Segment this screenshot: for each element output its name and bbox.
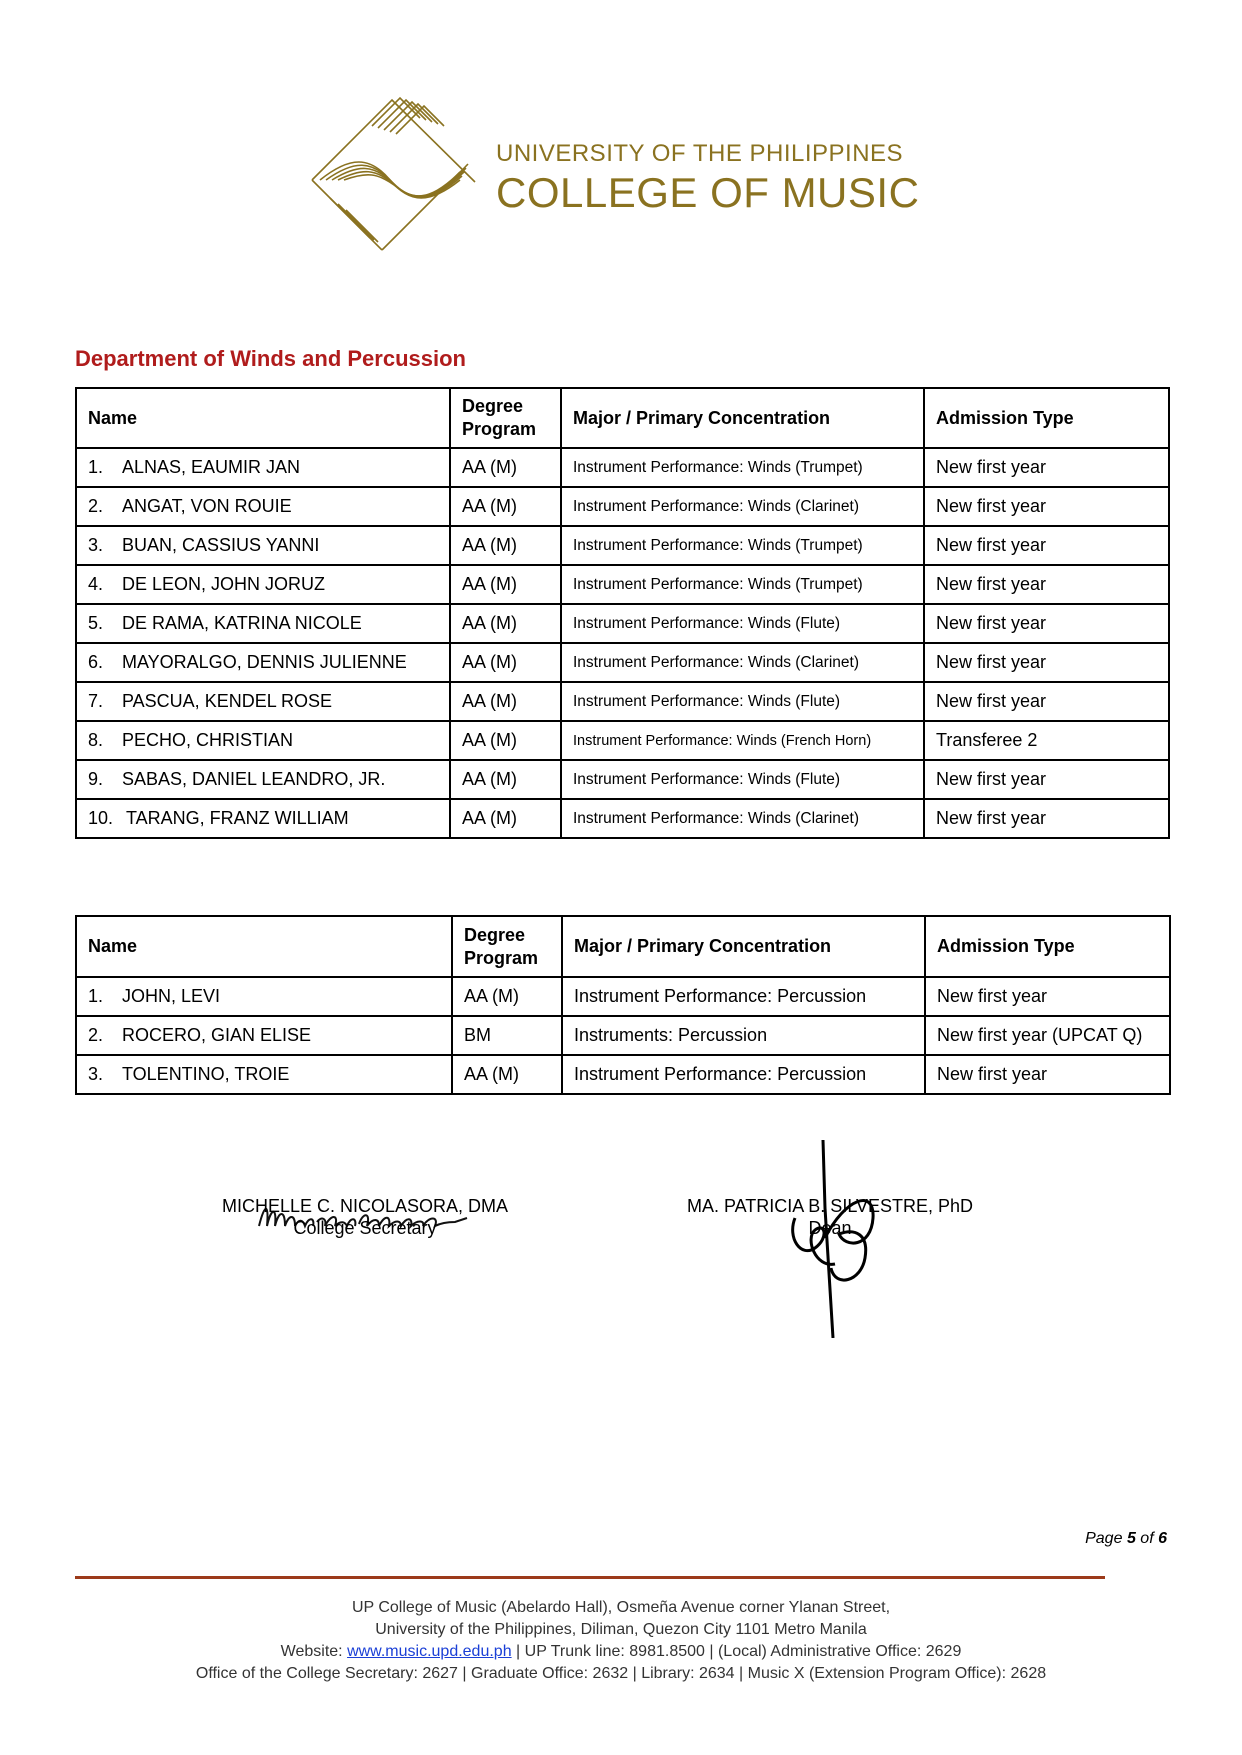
signatory-dean [660,1195,1000,1239]
college-name: COLLEGE OF MUSIC [496,169,920,216]
student-name: PASCUA, KENDEL ROSE [122,691,333,711]
admission-type: New first year [925,977,1170,1016]
header-name: Name [76,388,450,448]
table-header-row [76,916,1170,977]
signatory-title: College Secretary [293,1218,437,1238]
table-row [76,487,1169,526]
table-row [76,526,1169,565]
major: Instrument Performance: Winds (Clarinet) [561,487,924,526]
student-name: MAYORALGO, DENNIS JULIENNE [122,652,407,672]
table-row [76,604,1169,643]
row-number: 7. [88,691,104,711]
wave-emblem-icon [310,96,480,266]
university-name: UNIVERSITY OF THE PHILIPPINES [496,140,904,167]
student-name: DE LEON, JOHN JORUZ [122,574,326,594]
student-name: TOLENTINO, TROIE [122,1064,290,1084]
header-admission: Admission Type [925,916,1170,977]
admission-type: New first year [924,760,1169,799]
winds-table [75,387,1170,839]
admission-type: New first year [924,799,1169,838]
admission-type: New first year [924,565,1169,604]
row-number: 2. [88,1025,104,1045]
student-name: JOHN, LEVI [122,986,221,1006]
student-name: PECHO, CHRISTIAN [122,730,294,750]
degree-program: AA (M) [452,1055,562,1094]
footer [0,1597,1242,1685]
header-degree: Degree Program [452,916,562,977]
major: Instrument Performance: Winds (Flute) [561,682,924,721]
degree-program: AA (M) [450,526,561,565]
row-number: 1. [88,986,104,1006]
page-number: Page 5 of 6 [1085,1530,1167,1547]
degree-program: AA (M) [450,448,561,487]
header-degree: Degree Program [450,388,561,448]
header-admission: Admission Type [924,388,1169,448]
header-major: Major / Primary Concentration [561,388,924,448]
major: Instrument Performance: Winds (Clarinet) [561,643,924,682]
row-number: 3. [88,1064,104,1084]
degree-program: AA (M) [450,799,561,838]
footer-divider [75,1576,1105,1579]
row-number: 6. [88,652,104,672]
student-name: ALNAS, EAUMIR JAN [122,457,301,477]
footer-contact-line: Website: www.music.upd.edu.ph | UP Trunk line: 8981.8500 | (Local) Administrative Office: 2629 [280,1643,962,1660]
admission-type: New first year [924,487,1169,526]
degree-program: AA (M) [450,721,561,760]
degree-program: BM [452,1016,562,1055]
signatory-secretary [200,1195,530,1239]
table-row [76,448,1169,487]
signatory-title: Dean [808,1218,852,1238]
header-name: Name [76,916,452,977]
row-number: 10. [88,808,114,828]
row-number: 5. [88,613,104,633]
row-number: 8. [88,730,104,750]
admission-type: New first year [924,682,1169,721]
degree-program: AA (M) [450,604,561,643]
footer-offices-line: Office of the College Secretary: 2627 | Graduate Office: 2632 | Library: 2634 | Music X (Extension Program Office): 2628 [195,1665,1047,1682]
row-number: 2. [88,496,104,516]
major: Instrument Performance: Winds (Clarinet) [561,799,924,838]
table-row [76,721,1169,760]
degree-program: AA (M) [450,760,561,799]
major: Instrument Performance: Winds (Flute) [561,604,924,643]
admission-type: New first year [924,643,1169,682]
footer-address-line2: University of the Philippines, Diliman, Quezon City 1101 Metro Manila [375,1621,867,1638]
footer-address-line1: UP College of Music (Abelardo Hall), Osmeña Avenue corner Ylanan Street, [351,1599,891,1616]
admission-type: Transferee 2 [924,721,1169,760]
signatory-name: MICHELLE C. NICOLASORA, DMA [221,1196,509,1216]
row-number: 1. [88,457,104,477]
header-major: Major / Primary Concentration [562,916,925,977]
major: Instrument Performance: Percussion [562,1055,925,1094]
admission-type: New first year [925,1055,1170,1094]
row-number: 9. [88,769,104,789]
table-row [76,1016,1170,1055]
degree-program: AA (M) [450,565,561,604]
department-title: Department of Winds and Percussion [75,346,466,371]
student-name: DE RAMA, KATRINA NICOLE [122,613,362,633]
college-logo [310,96,920,266]
admission-type: New first year [924,604,1169,643]
admission-type: New first year [924,526,1169,565]
table-header-row [76,388,1169,448]
student-name: TARANG, FRANZ WILLIAM [126,808,349,828]
row-number: 4. [88,574,104,594]
admission-type: New first year [924,448,1169,487]
table-row [76,799,1169,838]
row-number: 3. [88,535,104,555]
student-name: BUAN, CASSIUS YANNI [122,535,320,555]
major: Instrument Performance: Winds (Trumpet) [561,526,924,565]
table-row [76,1055,1170,1094]
table-row [76,682,1169,721]
percussion-table [75,915,1171,1095]
degree-program: AA (M) [450,487,561,526]
major: Instrument Performance: Winds (French Horn) [561,721,924,760]
admission-type: New first year (UPCAT Q) [925,1016,1170,1055]
major: Instrument Performance: Percussion [562,977,925,1016]
table-row [76,760,1169,799]
student-name: ANGAT, VON ROUIE [122,496,292,516]
major: Instrument Performance: Winds (Flute) [561,760,924,799]
major: Instruments: Percussion [562,1016,925,1055]
student-name: ROCERO, GIAN ELISE [122,1025,312,1045]
major: Instrument Performance: Winds (Trumpet) [561,448,924,487]
student-name: SABAS, DANIEL LEANDRO, JR. [122,769,386,789]
signatory-name: MA. PATRICIA B. SILVESTRE, PhD [686,1196,974,1216]
table-row [76,977,1170,1016]
logo-wordmark [496,140,919,218]
degree-program: AA (M) [450,682,561,721]
table-row [76,565,1169,604]
table-row [76,643,1169,682]
major: Instrument Performance: Winds (Trumpet) [561,565,924,604]
website-link[interactable]: www.music.upd.edu.ph [347,1643,512,1660]
degree-program: AA (M) [450,643,561,682]
degree-program: AA (M) [452,977,562,1016]
